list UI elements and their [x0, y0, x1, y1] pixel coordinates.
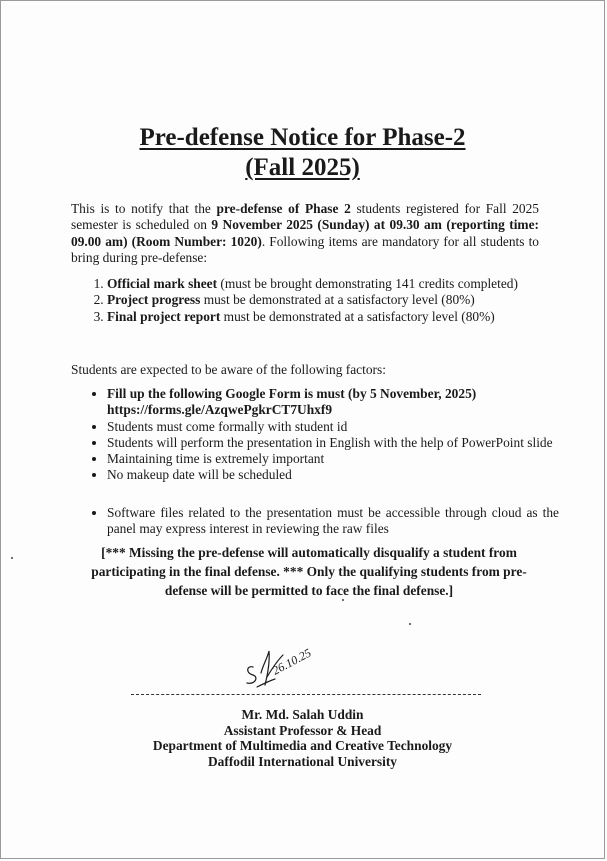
- signatory-university: Daffodil International University: [208, 753, 397, 769]
- factor-item: • Software files related to the presentation must be accessible through cloud as the panel may express interest in reviewing the raw files: [107, 505, 559, 538]
- signature-image: [239, 637, 329, 699]
- scan-speck: [11, 557, 13, 559]
- requirement-bold: Final project report: [107, 308, 221, 324]
- factors-intro: Students are expected to be aware of the following factors:: [71, 362, 386, 377]
- title-line-1: Pre-defense Notice for Phase-2: [139, 124, 466, 151]
- requirement-bold: Official mark sheet: [107, 276, 218, 291]
- factor-item: • Maintaining time is extremely important: [107, 451, 559, 467]
- requirement-text: (must be brought demonstrating 141 credits completed): [217, 276, 518, 291]
- disqualification-warning: [*** Missing the pre-defense will automatically disqualify a student from participating in the final defense. *** Only the qualifying students from pre-defense will be permitted to face the final defense.]: [91, 545, 527, 598]
- intro-bold-phase: pre-defense of Phase 2: [216, 201, 351, 216]
- signature-stroke: [247, 667, 256, 684]
- signatory-position: Assistant Professor & Head: [223, 722, 382, 738]
- notice-title: [1, 123, 604, 183]
- scan-speck: [342, 599, 344, 601]
- requirement-text: must be demonstrated at a satisfactory level (80%): [220, 308, 495, 324]
- signature-stroke: [261, 651, 269, 685]
- requirement-item: [107, 276, 559, 292]
- intro-text-2: students registered for Fall 2025 semester is scheduled on: [71, 201, 539, 233]
- intro-text-3: . Following items are mandatory for all students to bring during pre-defense:: [71, 233, 539, 265]
- title-line-2: (Fall 2025): [245, 154, 360, 181]
- google-form-link[interactable]: https://forms.gle/AzqwePgkrCT7Uhxf9: [107, 402, 333, 418]
- factors-list-continued: [87, 505, 559, 538]
- signatory-block: [1, 707, 604, 769]
- signatory-department: Department of Multimedia and Creative Technology: [152, 738, 453, 753]
- intro-paragraph: [71, 201, 539, 266]
- requirements-list: [87, 276, 559, 325]
- factor-item: • No makeup date will be scheduled: [107, 467, 559, 483]
- signature-line: [131, 694, 481, 695]
- factor-item: • Students must come formally with student id: [107, 419, 559, 435]
- requirement-item: [107, 292, 559, 308]
- requirement-bold: Project progress: [107, 292, 201, 308]
- intro-bold-schedule: 9 November 2025 (Sunday) at 09.30 am (reporting time: 09.00 am) (Room Number: 1020): [71, 217, 539, 249]
- scan-speck: [409, 623, 411, 625]
- requirement-text: must be demonstrated at a satisfactory level (80%): [200, 292, 475, 308]
- signatory-name: Mr. Md. Salah Uddin: [241, 707, 364, 722]
- factors-list: [87, 386, 559, 484]
- factor-item: • Students will perform the presentation in English with the help of PowerPoint slide: [107, 435, 559, 451]
- intro-text-1: This is to notify that the: [71, 201, 217, 216]
- signature-date: 26.10.25: [269, 645, 314, 678]
- factor-item-google-form: [107, 386, 559, 419]
- google-form-instruction: Fill up the following Google Form is must (by 5 November, 2025): [107, 386, 477, 401]
- requirement-item: [107, 309, 559, 325]
